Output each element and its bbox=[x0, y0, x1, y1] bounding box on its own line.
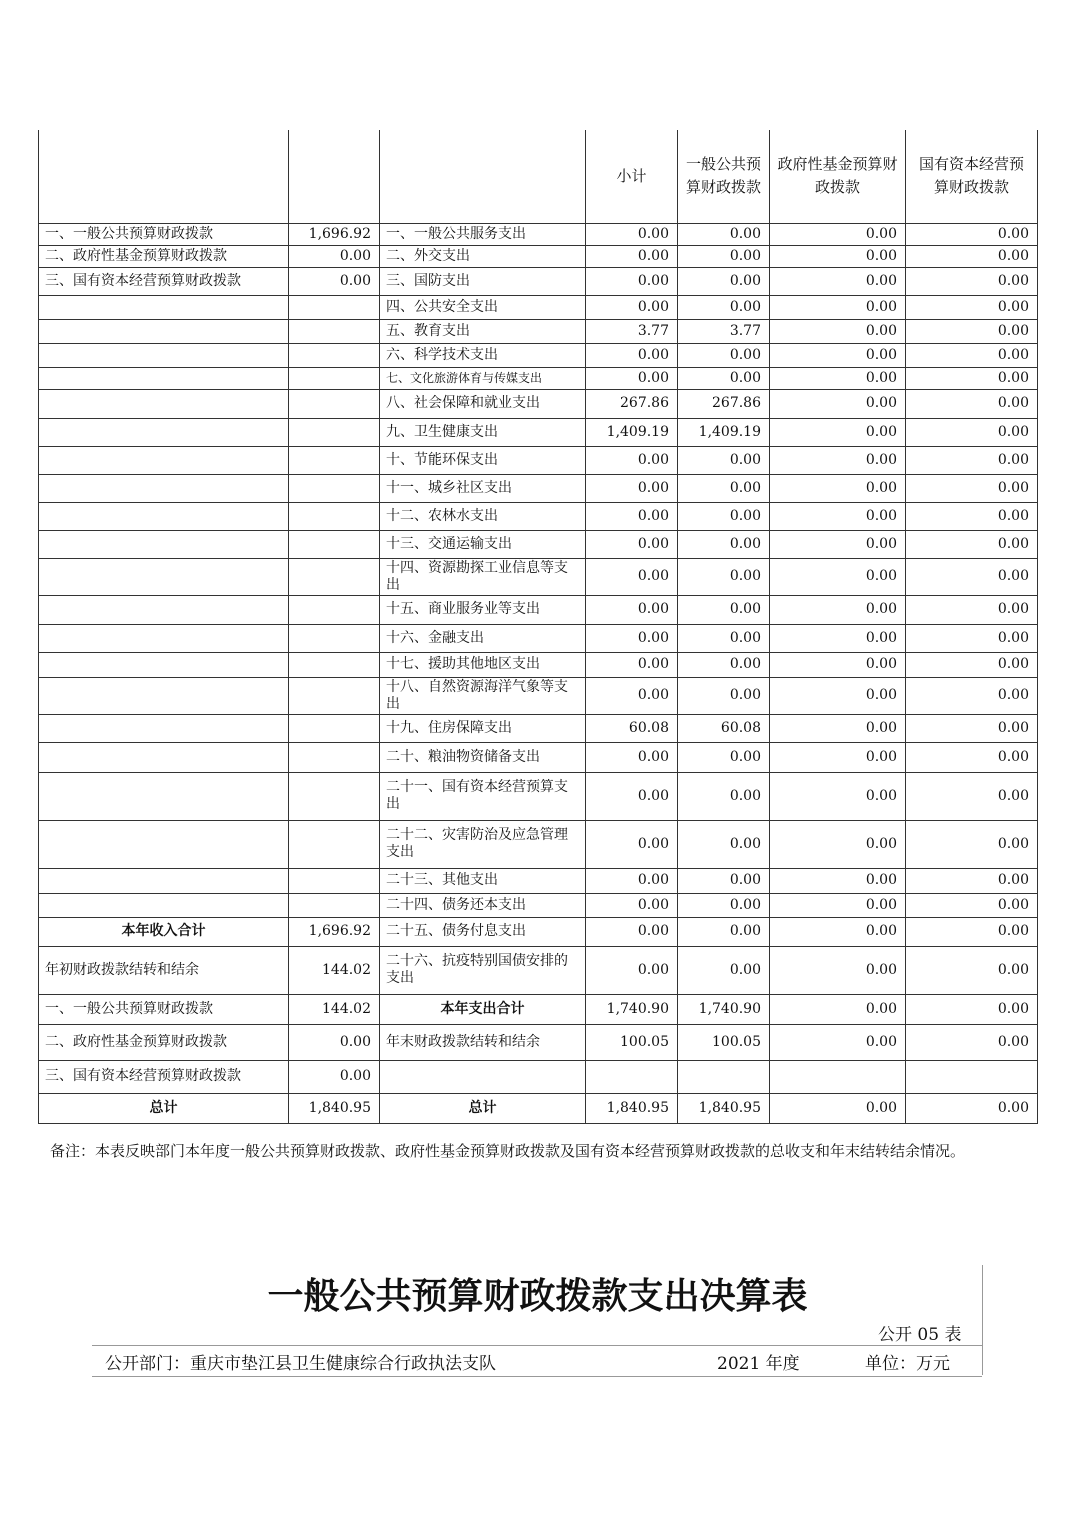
expense-state-cell: 0.00 bbox=[906, 418, 1038, 446]
expense-general-cell: 0.00 bbox=[678, 446, 770, 474]
header-blank-1 bbox=[39, 130, 289, 223]
expense-fund-cell: 0.00 bbox=[770, 868, 906, 893]
expense-general-cell bbox=[678, 1060, 770, 1093]
table-row bbox=[39, 1093, 1038, 1123]
header-fund-budget: 政府性基金预算财政拨款 bbox=[770, 130, 906, 223]
expense-item-cell: 十七、援助其他地区支出 bbox=[380, 652, 586, 677]
expense-item-cell: 二十、粮油物资储备支出 bbox=[380, 742, 586, 772]
table-row bbox=[39, 367, 1038, 389]
expense-subtotal-cell bbox=[586, 1060, 678, 1093]
expense-subtotal-cell: 0.00 bbox=[586, 917, 678, 946]
expense-state-cell: 0.00 bbox=[906, 946, 1038, 994]
income-item-cell: 一、一般公共预算财政拨款 bbox=[39, 223, 289, 245]
expense-subtotal-cell: 3.77 bbox=[586, 319, 678, 343]
table-row bbox=[39, 418, 1038, 446]
table-row bbox=[39, 994, 1038, 1024]
income-amount-cell: 144.02 bbox=[289, 946, 380, 994]
expense-general-cell: 0.00 bbox=[678, 595, 770, 624]
expense-subtotal-cell: 0.00 bbox=[586, 772, 678, 820]
expense-item-cell: 三、国防支出 bbox=[380, 267, 586, 295]
income-item-cell bbox=[39, 652, 289, 677]
expense-fund-cell: 0.00 bbox=[770, 917, 906, 946]
income-amount-cell bbox=[289, 820, 380, 868]
expense-subtotal-cell: 1,840.95 bbox=[586, 1093, 678, 1123]
table-row bbox=[39, 223, 1038, 245]
expense-subtotal-cell: 0.00 bbox=[586, 820, 678, 868]
expense-subtotal-cell: 100.05 bbox=[586, 1024, 678, 1060]
expense-subtotal-cell: 60.08 bbox=[586, 714, 678, 742]
expense-fund-cell: 0.00 bbox=[770, 530, 906, 558]
table-row bbox=[39, 714, 1038, 742]
expense-fund-cell: 0.00 bbox=[770, 223, 906, 245]
income-amount-cell bbox=[289, 474, 380, 502]
expense-general-cell: 0.00 bbox=[678, 245, 770, 267]
table-row bbox=[39, 772, 1038, 820]
expense-state-cell: 0.00 bbox=[906, 319, 1038, 343]
expense-state-cell: 0.00 bbox=[906, 558, 1038, 595]
expense-fund-cell: 0.00 bbox=[770, 474, 906, 502]
expense-item-cell: 十六、金融支出 bbox=[380, 624, 586, 652]
income-amount-cell: 0.00 bbox=[289, 1060, 380, 1093]
income-amount-cell bbox=[289, 389, 380, 418]
income-amount-cell bbox=[289, 319, 380, 343]
income-item-cell: 二、政府性基金预算财政拨款 bbox=[39, 1024, 289, 1060]
expense-state-cell: 0.00 bbox=[906, 267, 1038, 295]
table-row bbox=[39, 474, 1038, 502]
expense-fund-cell: 0.00 bbox=[770, 343, 906, 367]
expense-state-cell: 0.00 bbox=[906, 474, 1038, 502]
income-item-cell bbox=[39, 343, 289, 367]
table-row bbox=[39, 1060, 1038, 1093]
expense-general-cell: 0.00 bbox=[678, 946, 770, 994]
expense-general-cell: 1,409.19 bbox=[678, 418, 770, 446]
expense-fund-cell: 0.00 bbox=[770, 742, 906, 772]
expense-item-cell: 年末财政拨款结转和结余 bbox=[380, 1024, 586, 1060]
income-amount-cell bbox=[289, 742, 380, 772]
income-item-cell bbox=[39, 677, 289, 714]
expense-general-cell: 0.00 bbox=[678, 624, 770, 652]
income-item-cell bbox=[39, 530, 289, 558]
income-amount-cell bbox=[289, 652, 380, 677]
next-table-title: 一般公共预算财政拨款支出决算表 bbox=[267, 1276, 808, 1317]
expense-fund-cell: 0.00 bbox=[770, 893, 906, 917]
income-item-cell: 三、国有资本经营预算财政拨款 bbox=[39, 1060, 289, 1093]
expense-general-cell: 3.77 bbox=[678, 319, 770, 343]
table-row bbox=[39, 530, 1038, 558]
expense-state-cell: 0.00 bbox=[906, 868, 1038, 893]
income-item-cell: 二、政府性基金预算财政拨款 bbox=[39, 245, 289, 267]
expense-subtotal-cell: 0.00 bbox=[586, 367, 678, 389]
table-row bbox=[39, 245, 1038, 267]
income-amount-cell: 0.00 bbox=[289, 267, 380, 295]
table-row bbox=[39, 677, 1038, 714]
table-row bbox=[39, 652, 1038, 677]
table-row bbox=[39, 389, 1038, 418]
income-amount-cell bbox=[289, 868, 380, 893]
table-row bbox=[39, 558, 1038, 595]
table-row bbox=[39, 595, 1038, 624]
income-amount-cell: 0.00 bbox=[289, 245, 380, 267]
expense-state-cell: 0.00 bbox=[906, 245, 1038, 267]
year-label: 2021 年度 bbox=[717, 1354, 800, 1374]
income-amount-cell bbox=[289, 677, 380, 714]
expense-item-cell: 十九、住房保障支出 bbox=[380, 714, 586, 742]
expense-item-cell: 十二、农林水支出 bbox=[380, 502, 586, 530]
expense-state-cell: 0.00 bbox=[906, 624, 1038, 652]
expense-state-cell: 0.00 bbox=[906, 389, 1038, 418]
expense-subtotal-cell: 0.00 bbox=[586, 868, 678, 893]
income-item-cell bbox=[39, 624, 289, 652]
expense-subtotal-cell: 0.00 bbox=[586, 893, 678, 917]
table-row bbox=[39, 893, 1038, 917]
expense-item-cell: 十八、自然资源海洋气象等支出 bbox=[380, 677, 586, 714]
income-amount-cell bbox=[289, 343, 380, 367]
income-amount-cell: 0.00 bbox=[289, 1024, 380, 1060]
expense-fund-cell: 0.00 bbox=[770, 595, 906, 624]
table-row bbox=[39, 502, 1038, 530]
expense-state-cell: 0.00 bbox=[906, 367, 1038, 389]
expense-fund-cell: 0.00 bbox=[770, 677, 906, 714]
expense-fund-cell: 0.00 bbox=[770, 714, 906, 742]
fiscal-appropriation-table bbox=[38, 130, 1038, 1124]
expense-item-cell: 二十三、其他支出 bbox=[380, 868, 586, 893]
expense-state-cell bbox=[906, 1060, 1038, 1093]
expense-subtotal-cell: 0.00 bbox=[586, 530, 678, 558]
expense-general-cell: 0.00 bbox=[678, 343, 770, 367]
expense-subtotal-cell: 0.00 bbox=[586, 223, 678, 245]
expense-general-cell: 0.00 bbox=[678, 530, 770, 558]
income-amount-cell bbox=[289, 772, 380, 820]
income-item-cell bbox=[39, 820, 289, 868]
expense-subtotal-cell: 0.00 bbox=[586, 446, 678, 474]
income-item-cell: 一、一般公共预算财政拨款 bbox=[39, 994, 289, 1024]
expense-item-cell: 九、卫生健康支出 bbox=[380, 418, 586, 446]
expense-general-cell: 0.00 bbox=[678, 267, 770, 295]
expense-subtotal-cell: 0.00 bbox=[586, 652, 678, 677]
table-row bbox=[39, 917, 1038, 946]
expense-subtotal-cell: 0.00 bbox=[586, 343, 678, 367]
expense-subtotal-cell: 1,740.90 bbox=[586, 994, 678, 1024]
income-item-cell: 年初财政拨款结转和结余 bbox=[39, 946, 289, 994]
header-state-capital: 国有资本经营预算财政拨款 bbox=[906, 130, 1038, 223]
right-border-line bbox=[982, 1265, 983, 1375]
expense-subtotal-cell: 267.86 bbox=[586, 389, 678, 418]
income-item-cell bbox=[39, 595, 289, 624]
expense-item-cell: 七、文化旅游体育与传媒支出 bbox=[380, 367, 586, 389]
expense-fund-cell: 0.00 bbox=[770, 1024, 906, 1060]
expense-fund-cell bbox=[770, 1060, 906, 1093]
expense-state-cell: 0.00 bbox=[906, 677, 1038, 714]
expense-item-cell bbox=[380, 1060, 586, 1093]
table-row bbox=[39, 624, 1038, 652]
income-item-cell bbox=[39, 868, 289, 893]
expense-fund-cell: 0.00 bbox=[770, 389, 906, 418]
expense-fund-cell: 0.00 bbox=[770, 295, 906, 319]
income-item-cell bbox=[39, 474, 289, 502]
income-item-cell bbox=[39, 742, 289, 772]
expense-subtotal-cell: 0.00 bbox=[586, 677, 678, 714]
expense-state-cell: 0.00 bbox=[906, 446, 1038, 474]
header-general-budget: 一般公共预算财政拨款 bbox=[678, 130, 770, 223]
header-subtotal: 小计 bbox=[586, 130, 678, 223]
header-blank-2 bbox=[289, 130, 380, 223]
income-amount-cell bbox=[289, 530, 380, 558]
income-item-cell bbox=[39, 893, 289, 917]
expense-item-cell: 八、社会保障和就业支出 bbox=[380, 389, 586, 418]
expense-general-cell: 0.00 bbox=[678, 367, 770, 389]
expense-item-cell: 二十二、灾害防治及应急管理支出 bbox=[380, 820, 586, 868]
income-item-cell bbox=[39, 319, 289, 343]
expense-fund-cell: 0.00 bbox=[770, 367, 906, 389]
expense-state-cell: 0.00 bbox=[906, 994, 1038, 1024]
expense-general-cell: 1,740.90 bbox=[678, 994, 770, 1024]
expense-fund-cell: 0.00 bbox=[770, 772, 906, 820]
income-amount-cell bbox=[289, 295, 380, 319]
income-item-cell bbox=[39, 714, 289, 742]
expense-general-cell: 0.00 bbox=[678, 502, 770, 530]
table-row bbox=[39, 868, 1038, 893]
expense-item-cell: 六、科学技术支出 bbox=[380, 343, 586, 367]
expense-subtotal-cell: 0.00 bbox=[586, 502, 678, 530]
table-row bbox=[39, 946, 1038, 994]
expense-state-cell: 0.00 bbox=[906, 652, 1038, 677]
expense-general-cell: 267.86 bbox=[678, 389, 770, 418]
expense-item-cell: 五、教育支出 bbox=[380, 319, 586, 343]
expense-fund-cell: 0.00 bbox=[770, 558, 906, 595]
department-label: 公开部门：重庆市垫江县卫生健康综合行政执法支队 bbox=[105, 1354, 496, 1374]
table-row bbox=[39, 742, 1038, 772]
expense-subtotal-cell: 0.00 bbox=[586, 558, 678, 595]
expense-state-cell: 0.00 bbox=[906, 772, 1038, 820]
expense-general-cell: 1,840.95 bbox=[678, 1093, 770, 1123]
expense-subtotal-cell: 0.00 bbox=[586, 245, 678, 267]
expense-state-cell: 0.00 bbox=[906, 530, 1038, 558]
expense-state-cell: 0.00 bbox=[906, 1093, 1038, 1123]
income-amount-cell bbox=[289, 367, 380, 389]
expense-state-cell: 0.00 bbox=[906, 820, 1038, 868]
expense-state-cell: 0.00 bbox=[906, 595, 1038, 624]
expense-fund-cell: 0.00 bbox=[770, 652, 906, 677]
expense-item-cell: 十五、商业服务业等支出 bbox=[380, 595, 586, 624]
expense-item-cell: 十、节能环保支出 bbox=[380, 446, 586, 474]
expense-item-cell: 二十五、债务付息支出 bbox=[380, 917, 586, 946]
expense-general-cell: 0.00 bbox=[678, 295, 770, 319]
expense-item-cell: 十四、资源勘探工业信息等支出 bbox=[380, 558, 586, 595]
expense-state-cell: 0.00 bbox=[906, 714, 1038, 742]
expense-general-cell: 0.00 bbox=[678, 772, 770, 820]
expense-fund-cell: 0.00 bbox=[770, 446, 906, 474]
table-number: 公开 05 表 bbox=[878, 1325, 962, 1345]
header-row bbox=[39, 130, 1038, 223]
income-item-cell bbox=[39, 295, 289, 319]
expense-state-cell: 0.00 bbox=[906, 502, 1038, 530]
expense-state-cell: 0.00 bbox=[906, 295, 1038, 319]
expense-general-cell: 0.00 bbox=[678, 558, 770, 595]
table-row bbox=[39, 446, 1038, 474]
income-amount-cell bbox=[289, 502, 380, 530]
unit-label: 单位：万元 bbox=[865, 1354, 950, 1374]
expense-state-cell: 0.00 bbox=[906, 343, 1038, 367]
income-amount-cell: 1,840.95 bbox=[289, 1093, 380, 1123]
expense-item-cell: 二十四、债务还本支出 bbox=[380, 893, 586, 917]
table-note: 备注：本表反映部门本年度一般公共预算财政拨款、政府性基金预算财政拨款及国有资本经营预算财政拨款的总收支和年末结转结余情况。 bbox=[50, 1142, 966, 1160]
income-amount-cell: 144.02 bbox=[289, 994, 380, 1024]
income-item-cell bbox=[39, 389, 289, 418]
table-row bbox=[39, 1024, 1038, 1060]
expense-subtotal-cell: 0.00 bbox=[586, 742, 678, 772]
expense-general-cell: 60.08 bbox=[678, 714, 770, 742]
expense-subtotal-cell: 0.00 bbox=[586, 946, 678, 994]
expense-item-cell: 十三、交通运输支出 bbox=[380, 530, 586, 558]
expense-item-cell: 二、外交支出 bbox=[380, 245, 586, 267]
income-amount-cell bbox=[289, 418, 380, 446]
table-row bbox=[39, 343, 1038, 367]
expense-fund-cell: 0.00 bbox=[770, 502, 906, 530]
income-item-cell bbox=[39, 446, 289, 474]
expense-item-cell: 十一、城乡社区支出 bbox=[380, 474, 586, 502]
income-item-cell bbox=[39, 367, 289, 389]
income-item-cell bbox=[39, 418, 289, 446]
expense-item-cell: 一、一般公共服务支出 bbox=[380, 223, 586, 245]
expense-fund-cell: 0.00 bbox=[770, 267, 906, 295]
income-item-cell: 总计 bbox=[39, 1093, 289, 1123]
expense-general-cell: 0.00 bbox=[678, 742, 770, 772]
expense-general-cell: 0.00 bbox=[678, 474, 770, 502]
expense-general-cell: 0.00 bbox=[678, 820, 770, 868]
expense-subtotal-cell: 0.00 bbox=[586, 595, 678, 624]
expense-fund-cell: 0.00 bbox=[770, 245, 906, 267]
expense-general-cell: 0.00 bbox=[678, 652, 770, 677]
expense-fund-cell: 0.00 bbox=[770, 1093, 906, 1123]
expense-general-cell: 0.00 bbox=[678, 677, 770, 714]
expense-fund-cell: 0.00 bbox=[770, 624, 906, 652]
expense-general-cell: 100.05 bbox=[678, 1024, 770, 1060]
income-item-cell: 本年收入合计 bbox=[39, 917, 289, 946]
expense-item-cell: 二十一、国有资本经营预算支出 bbox=[380, 772, 586, 820]
income-amount-cell bbox=[289, 714, 380, 742]
expense-fund-cell: 0.00 bbox=[770, 946, 906, 994]
expense-state-cell: 0.00 bbox=[906, 1024, 1038, 1060]
header-blank-3 bbox=[380, 130, 586, 223]
expense-state-cell: 0.00 bbox=[906, 742, 1038, 772]
expense-item-cell: 二十六、抗疫特别国债安排的支出 bbox=[380, 946, 586, 994]
income-amount-cell bbox=[289, 446, 380, 474]
expense-fund-cell: 0.00 bbox=[770, 994, 906, 1024]
table-row bbox=[39, 820, 1038, 868]
expense-general-cell: 0.00 bbox=[678, 917, 770, 946]
expense-fund-cell: 0.00 bbox=[770, 418, 906, 446]
expense-subtotal-cell: 1,409.19 bbox=[586, 418, 678, 446]
expense-item-cell: 本年支出合计 bbox=[380, 994, 586, 1024]
expense-state-cell: 0.00 bbox=[906, 223, 1038, 245]
expense-state-cell: 0.00 bbox=[906, 893, 1038, 917]
expense-subtotal-cell: 0.00 bbox=[586, 295, 678, 319]
income-amount-cell: 1,696.92 bbox=[289, 223, 380, 245]
expense-state-cell: 0.00 bbox=[906, 917, 1038, 946]
income-item-cell bbox=[39, 772, 289, 820]
income-item-cell bbox=[39, 558, 289, 595]
expense-general-cell: 0.00 bbox=[678, 223, 770, 245]
table-row bbox=[39, 267, 1038, 295]
table-row bbox=[39, 319, 1038, 343]
expense-subtotal-cell: 0.00 bbox=[586, 474, 678, 502]
expense-fund-cell: 0.00 bbox=[770, 319, 906, 343]
expense-subtotal-cell: 0.00 bbox=[586, 624, 678, 652]
income-amount-cell bbox=[289, 624, 380, 652]
expense-item-cell: 总计 bbox=[380, 1093, 586, 1123]
expense-general-cell: 0.00 bbox=[678, 893, 770, 917]
table-row bbox=[39, 295, 1038, 319]
income-item-cell: 三、国有资本经营预算财政拨款 bbox=[39, 267, 289, 295]
expense-subtotal-cell: 0.00 bbox=[586, 267, 678, 295]
income-amount-cell: 1,696.92 bbox=[289, 917, 380, 946]
expense-fund-cell: 0.00 bbox=[770, 820, 906, 868]
income-amount-cell bbox=[289, 558, 380, 595]
income-amount-cell bbox=[289, 595, 380, 624]
expense-item-cell: 四、公共安全支出 bbox=[380, 295, 586, 319]
income-item-cell bbox=[39, 502, 289, 530]
income-amount-cell bbox=[289, 893, 380, 917]
expense-general-cell: 0.00 bbox=[678, 868, 770, 893]
